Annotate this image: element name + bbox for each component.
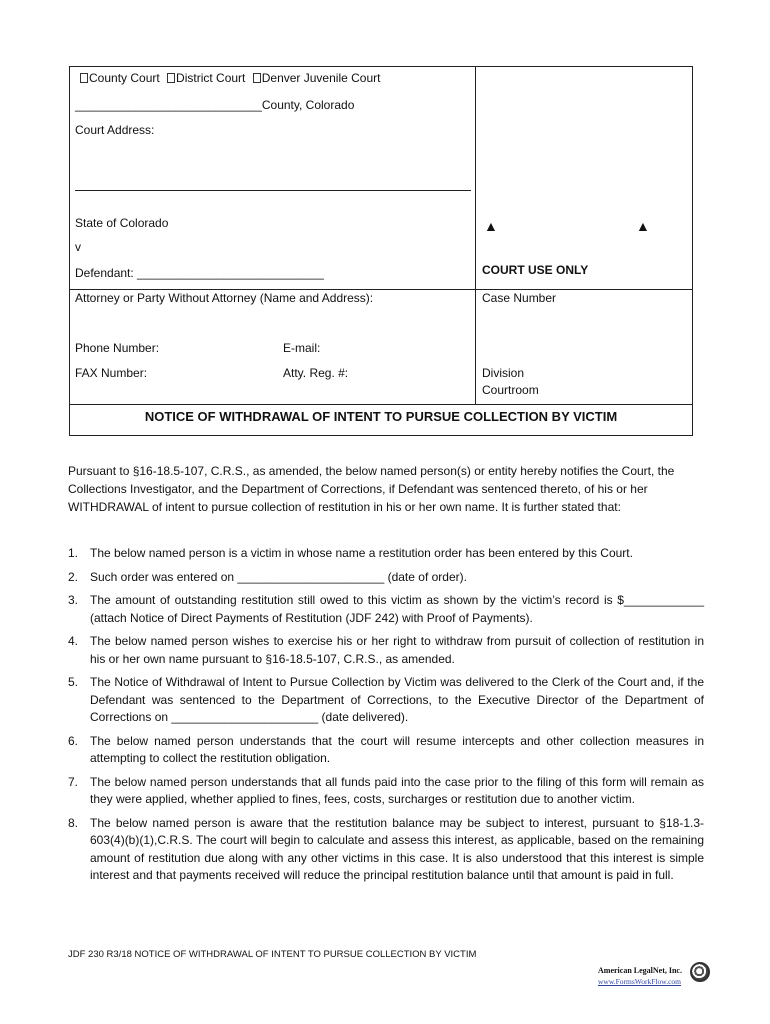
- item-text: The amount of outstanding restitution still owed to this victim as shown by the victim’s record is $____________ (attach Notice of Direct Payments of Restitution (JDF 242) with Proof of Payments).: [90, 593, 704, 625]
- court-address-line: [75, 190, 471, 191]
- item-number: 3.: [68, 593, 79, 607]
- list-item: [68, 569, 704, 587]
- logo-link[interactable]: www.FormsWorkFlow.com: [598, 977, 682, 986]
- email-label: E-mail:: [283, 341, 321, 355]
- court-option-denver-juvenile[interactable]: Denver Juvenile Court: [253, 71, 381, 85]
- atty-reg-label: Atty. Reg. #:: [283, 366, 349, 380]
- item-text: The below named person is a victim in whose name a restitution order has been entered by this Court.: [90, 546, 633, 560]
- item-text: The Notice of Withdrawal of Intent to Pursue Collection by Victim was delivered to the Clerk of the Court and, if the Defendant was sentenced to the Department of Corrections, to the Executive Director of the Department of Corrections on ______________________ (date delivered).: [90, 675, 704, 724]
- item-number: 4.: [68, 634, 79, 648]
- logo-name: American LegalNet, Inc.: [598, 966, 682, 975]
- courtroom-label: Courtroom: [482, 383, 539, 397]
- item-number: 2.: [68, 569, 79, 584]
- court-type-options: [80, 71, 384, 85]
- list-item: [68, 733, 704, 768]
- list-item: [68, 545, 704, 563]
- caption-divider-row-1: [69, 289, 693, 290]
- intro-paragraph: Pursuant to §16-18.5-107, C.R.S., as amended, the below named person(s) or entity hereby notifies the Court, the Collections Investigator, and the Department of Corrections, if Defendant was sentenced thereto, of his or her WITHDRAWAL of intent to pursue collection of restitution in his or her own name. It is further stated that:: [68, 464, 675, 514]
- county-line: ____________________________County, Colorado: [75, 98, 355, 112]
- list-item: [68, 592, 704, 627]
- triangle-right-icon: ▲: [636, 218, 650, 234]
- versus-label: v: [75, 240, 81, 254]
- item-number: 7.: [68, 774, 79, 789]
- item-text: The below named person wishes to exercise his or her right to withdraw from pursuit of collection of restitution in his or her own name pursuant to §16-18.5-107, C.R.S., as amended.: [90, 634, 704, 666]
- list-item: [68, 674, 704, 727]
- list-item: [68, 774, 704, 809]
- caption-divider-vertical: [475, 66, 476, 404]
- seal-icon: [690, 962, 710, 982]
- checkbox-icon[interactable]: [253, 73, 261, 83]
- form-footer: JDF 230 R3/18 NOTICE OF WITHDRAWAL OF INTENT TO PURSUE COLLECTION BY VICTIM: [68, 949, 477, 960]
- defendant-line: Defendant: ____________________________: [75, 266, 324, 280]
- checkbox-icon[interactable]: [167, 73, 175, 83]
- state-label: State of Colorado: [75, 216, 169, 230]
- list-item: [68, 633, 704, 668]
- item-text: The below named person understands that all funds paid into the case prior to the filing of this form will remain as they were applied, whether applied to fines, fees, costs, surcharges or restitution due to another victim.: [90, 774, 704, 806]
- triangle-left-icon: ▲: [484, 218, 498, 234]
- item-number: 5.: [68, 675, 79, 689]
- item-text: Such order was entered on ______________________ (date of order).: [90, 569, 467, 584]
- item-number: 6.: [68, 733, 79, 748]
- division-label: Division: [482, 366, 525, 380]
- case-number-label: Case Number: [482, 291, 557, 305]
- item-number: 8.: [68, 815, 79, 830]
- fax-label: FAX Number:: [75, 366, 148, 380]
- publisher-logo: [596, 960, 714, 990]
- attorney-label: Attorney or Party Without Attorney (Name and Address):: [75, 291, 374, 305]
- item-text: The below named person understands that the court will resume intercepts and other collection measures in attempting to collect the restitution obligation.: [90, 733, 704, 765]
- item-text: The below named person is aware that the restitution balance may be subject to interest, pursuant to §18-1.3-603(4)(b)(1),C.R.S. The court will begin to calculate and assess this interest, as applicable, based on the remaining amount of restitution due along with any other victims in this case. It is also understood that this interest is simple interest and that payments received will reduce the principal restitution balance until that amount is paid in full.: [90, 815, 704, 882]
- caption-box: [69, 66, 693, 436]
- checkbox-icon[interactable]: [80, 73, 88, 83]
- form-title: NOTICE OF WITHDRAWAL OF INTENT TO PURSUE COLLECTION BY VICTIM: [144, 409, 618, 424]
- court-option-district[interactable]: District Court: [167, 71, 245, 85]
- statement-list: [68, 545, 704, 885]
- list-item: [68, 815, 704, 885]
- item-number: 1.: [68, 546, 79, 560]
- court-use-only-label: COURT USE ONLY: [482, 263, 589, 277]
- court-option-county[interactable]: County Court: [80, 71, 160, 85]
- court-address-label: Court Address:: [75, 123, 155, 137]
- phone-label: Phone Number:: [75, 341, 160, 355]
